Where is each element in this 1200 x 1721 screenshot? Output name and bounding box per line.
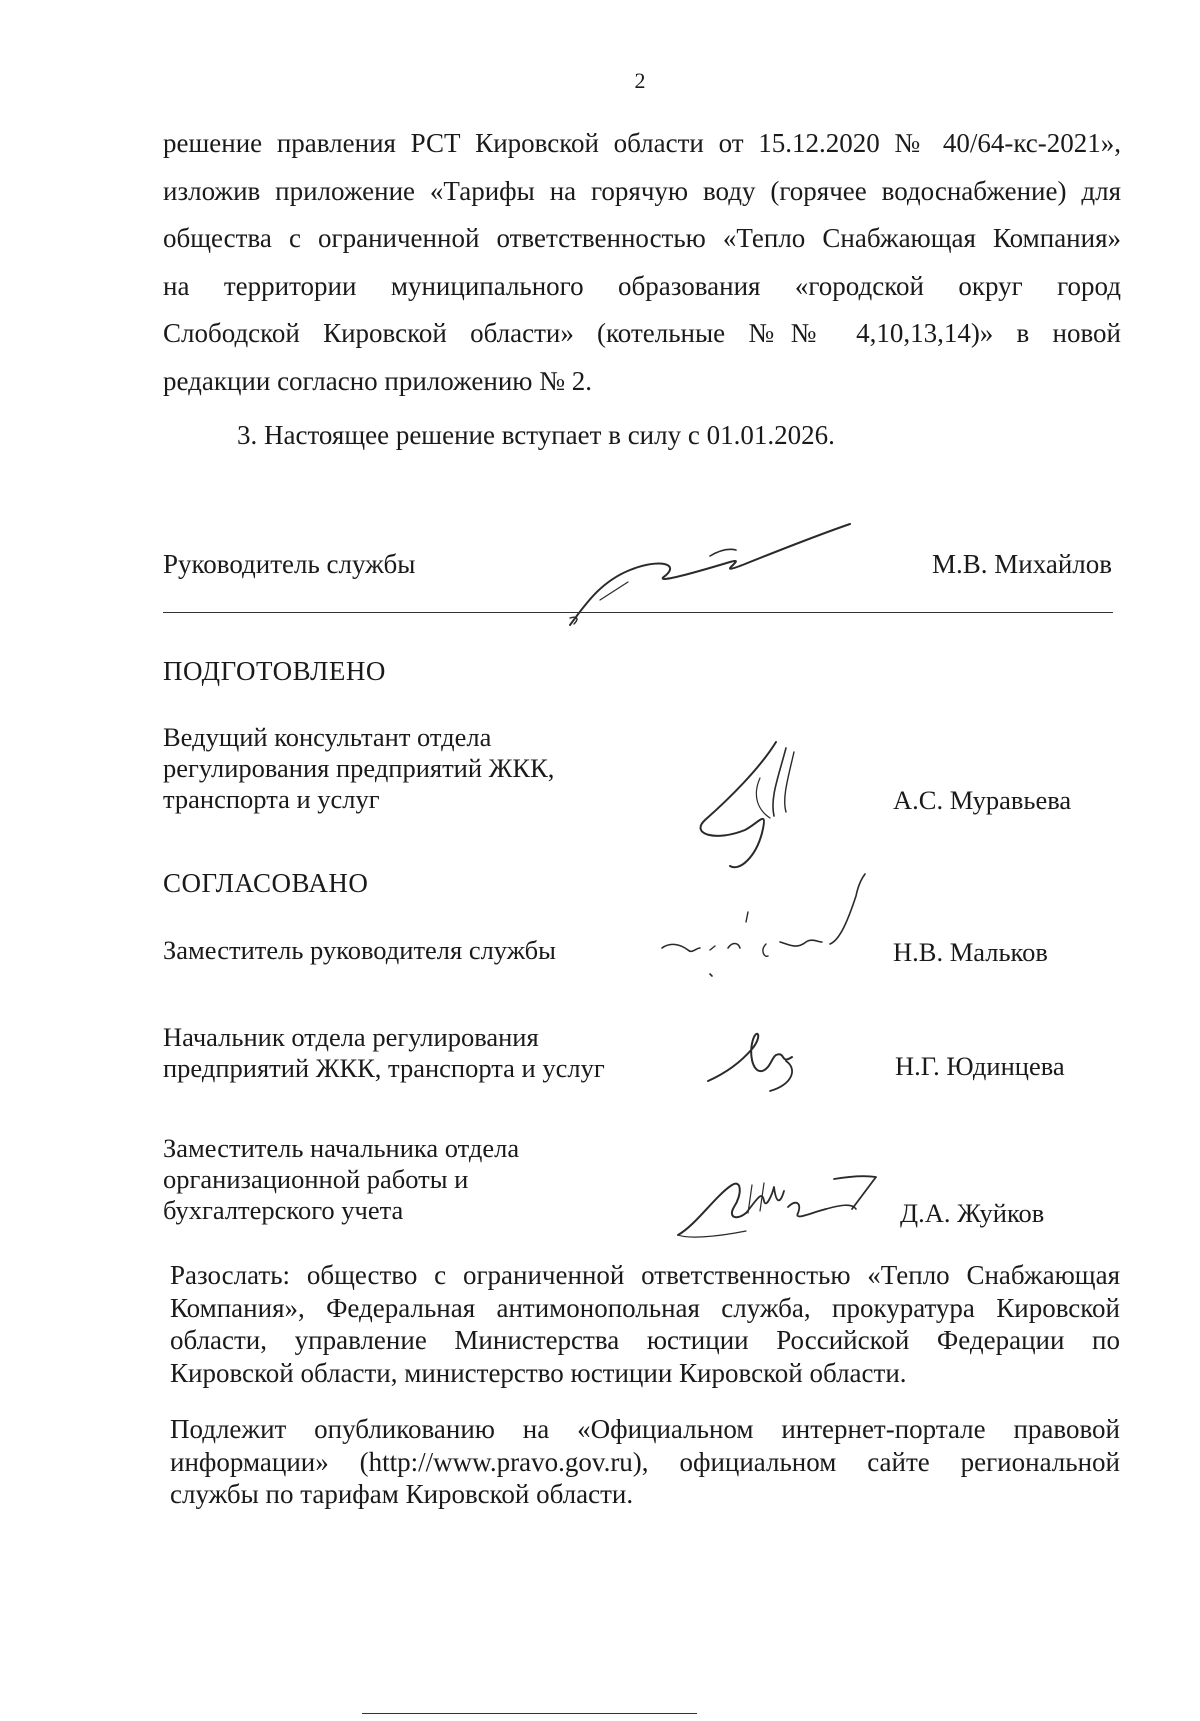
page-number: 2	[634, 68, 646, 93]
publication-line: Подлежит опубликованию на «Официальном интернет-портале правовой	[170, 1414, 1120, 1444]
head-role: Руководитель службы	[163, 549, 416, 579]
publication-line: службы по тарифам Кировской области.	[170, 1479, 634, 1509]
bottom-rule	[362, 1713, 697, 1714]
signer-2-signature-icon	[706, 1025, 816, 1095]
signature-rule	[163, 612, 1113, 613]
prepared-signature-icon	[690, 738, 820, 873]
signer-3-signature-icon	[676, 1165, 896, 1245]
signer-2-role: Начальник отдела регулирования предприятий ЖКК, транспорта и услуг	[163, 1022, 605, 1083]
intro-paragraph	[163, 120, 1121, 405]
intro-line: изложив приложение «Тарифы на горячую воду (горячее водоснабжение) для	[163, 175, 1121, 206]
prepared-heading: ПОДГОТОВЛЕНО	[163, 656, 386, 686]
distribution-line: области, управление Министерства юстиции Российской Федерации по	[170, 1325, 1120, 1355]
signer-1-name: Н.В. Мальков	[893, 937, 1048, 967]
distribution-line: Компания», Федеральная антимонопольная служба, прокуратура Кировской	[170, 1292, 1120, 1323]
signer-3-name: Д.А. Жуйков	[900, 1198, 1045, 1228]
prepared-role: Ведущий консультант отдела регулирования предприятий ЖКК, транспорта и услуг	[163, 722, 555, 814]
signer-1-signature-icon	[660, 870, 910, 990]
point-3-text: 3. Настоящее решение вступает в силу с 01.01.2026.	[237, 420, 835, 450]
distribution-line: Кировской области, министерство юстиции Кировской области.	[170, 1357, 907, 1388]
signer-3-role: Заместитель начальника отдела организационной работы и бухгалтерского учета	[163, 1133, 520, 1225]
publication-paragraph	[170, 1413, 1120, 1511]
signer-1-role: Заместитель руководителя службы	[163, 935, 556, 965]
head-signature-icon	[560, 520, 860, 630]
distribution-line: Разослать: общество с ограниченной ответственностью «Тепло Снабжающая	[170, 1260, 1120, 1290]
publication-line: информации» (http://www.pravo.gov.ru), официальном сайте региональной	[170, 1446, 1120, 1477]
intro-line: общества с ограниченной ответственностью «Тепло Снабжающая Компания»	[163, 223, 1121, 253]
intro-line: Слободской Кировской области» (котельные №№ 4,10,13,14)» в новой	[163, 318, 1121, 348]
signer-2-name: Н.Г. Юдинцева	[895, 1051, 1065, 1081]
prepared-name: А.С. Муравьева	[893, 785, 1072, 815]
distribution-paragraph	[170, 1259, 1120, 1389]
intro-line: на территории муниципального образования «городской округ город	[163, 270, 1121, 301]
head-name: М.В. Михайлов	[931, 549, 1112, 579]
intro-line: редакции согласно приложению № 2.	[163, 365, 592, 396]
intro-line: решение правления РСТ Кировской области от 15.12.2020 № 40/64-кс-2021»,	[163, 128, 1121, 158]
agreed-heading: СОГЛАСОВАНО	[163, 868, 369, 898]
